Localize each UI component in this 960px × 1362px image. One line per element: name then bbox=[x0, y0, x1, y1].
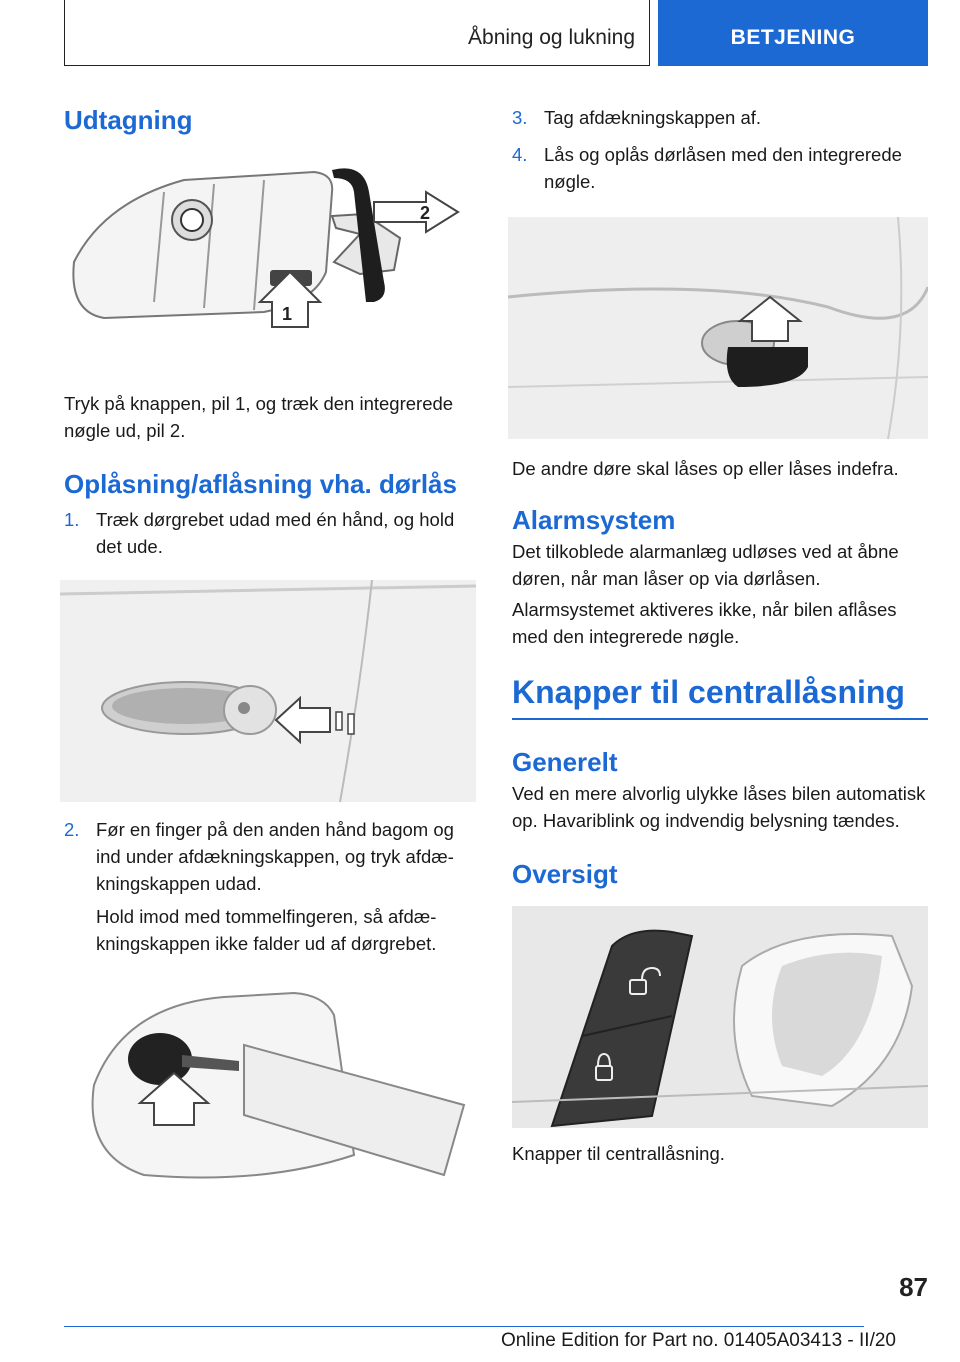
key-illustration bbox=[64, 152, 480, 348]
arrow-label-1: 1 bbox=[282, 304, 293, 324]
figure-door-handle bbox=[60, 580, 476, 802]
figure-cover-cap bbox=[64, 985, 480, 1185]
step-text: Tag afdækningskappen af. bbox=[544, 107, 762, 128]
step-number: 2. bbox=[64, 819, 80, 840]
overview-caption: Knapper til centrallåsning. bbox=[512, 1143, 725, 1164]
step-3 bbox=[512, 104, 928, 131]
key-in-lock-illustration bbox=[508, 217, 928, 439]
left-column bbox=[64, 96, 480, 1185]
page-header bbox=[64, 0, 928, 66]
cover-cap-illustration bbox=[64, 985, 480, 1185]
header-chapter-box bbox=[64, 0, 650, 66]
step-1 bbox=[64, 506, 480, 560]
page-number: 87 bbox=[899, 1272, 928, 1302]
door-handle-illustration bbox=[60, 580, 476, 802]
right-column bbox=[512, 96, 928, 1167]
step-number: 1. bbox=[64, 509, 80, 530]
step-text: Lås og oplås dørlåsen med den integrerede nøgle. bbox=[544, 144, 902, 192]
doors-text: De andre døre skal låses op eller låses indefra. bbox=[512, 458, 899, 479]
step-2-note: Hold imod med tommelfingeren, så afdækningskappen ikke falder ud af dørgrebet. bbox=[96, 906, 437, 954]
step-2 bbox=[64, 816, 480, 897]
heading-alarm: Alarmsystem bbox=[512, 505, 676, 535]
step-text: Træk dørgrebet udad med én hånd, og hold det ude. bbox=[96, 509, 455, 557]
alarm-paragraph-1: Det tilkoblede alarmanlæg udløses ved at åbne døren, når man låser op via dørlåsen. bbox=[512, 541, 899, 589]
general-text: Ved en mere alvorlig ulykke låses bilen automatisk op. Havariblink og indvendig belysning tændes. bbox=[512, 783, 926, 831]
footer-rule bbox=[64, 1326, 864, 1327]
section-title: BETJENING bbox=[730, 26, 856, 49]
step-4 bbox=[512, 141, 928, 195]
figure-key-in-lock bbox=[508, 217, 928, 439]
step-number: 3. bbox=[512, 107, 528, 128]
heading-central-locking-wrap bbox=[512, 672, 928, 720]
lock-buttons-illustration bbox=[512, 906, 928, 1128]
figure-key-removal bbox=[64, 152, 480, 348]
heading-door-lock: Oplåsning/aflåsning vha. dørlås bbox=[64, 469, 457, 499]
heading-overview: Oversigt bbox=[512, 859, 618, 889]
arrow-label-2: 2 bbox=[420, 203, 431, 223]
step-number: 4. bbox=[512, 144, 528, 165]
chapter-title: Åbning og lukning bbox=[468, 26, 635, 49]
heading-removal: Udtagning bbox=[64, 105, 193, 135]
step-text: Før en finger på den anden hånd bagom og ind under afdækningskappen, og tryk afdækningskappen udad. bbox=[96, 819, 454, 894]
alarm-paragraph-2: Alarmsystemet aktiveres ikke, når bilen aflåses med den integrerede nøgle. bbox=[512, 599, 897, 647]
heading-general: Generelt bbox=[512, 747, 618, 777]
removal-text: Tryk på knappen, pil 1, og træk den integrerede nøgle ud, pil 2. bbox=[64, 393, 454, 441]
footer-edition: Online Edition for Part no. 01405A03413 - II/20 bbox=[500, 1330, 896, 1351]
header-section-tab bbox=[658, 0, 928, 66]
figure-central-locking-buttons bbox=[512, 906, 928, 1128]
heading-central-locking: Knapper til centrallåsning bbox=[512, 674, 905, 710]
